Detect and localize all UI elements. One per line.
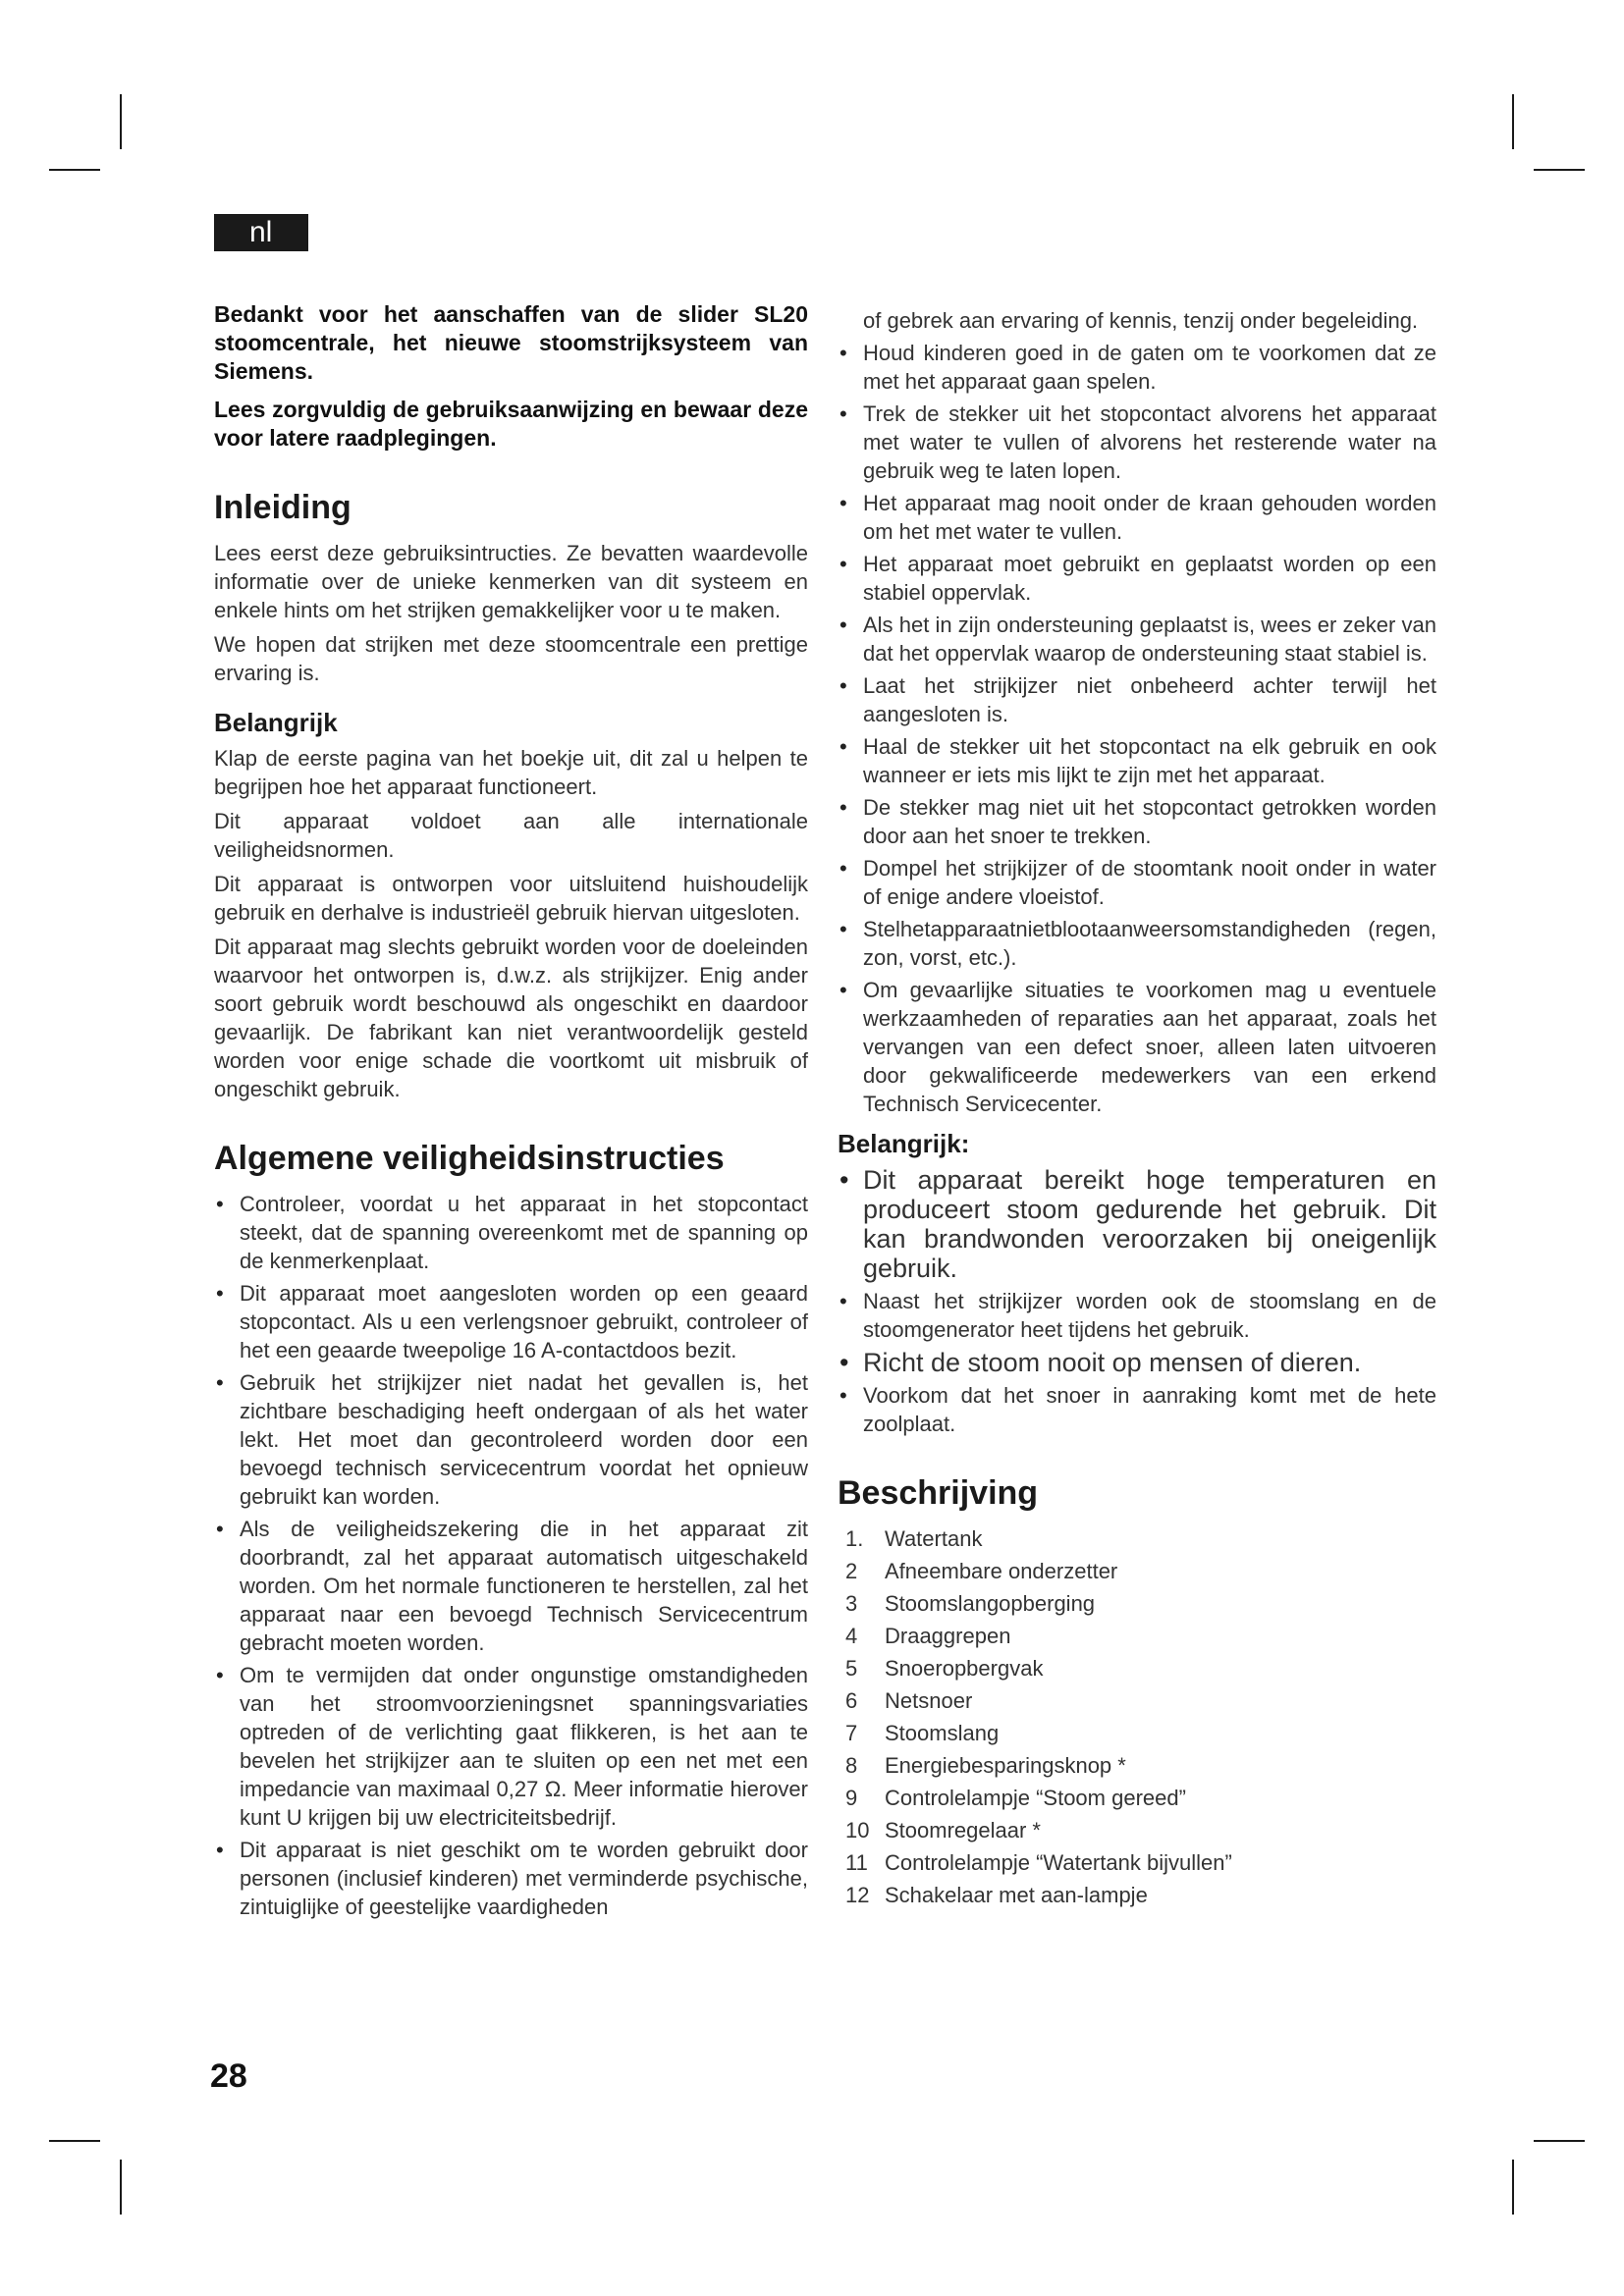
list-item: • Dompel het strijkijzer of de stoomtank nooit onder in water of enige andere vloeistof. [838,854,1436,911]
item-number: 9 [845,1786,858,1810]
list-item: • Het apparaat mag nooit onder de kraan gehouden worden om het met water te vullen. [838,489,1436,546]
crop-mark-bottom-right-horizontal [1534,2140,1585,2142]
item-label: Watertank [885,1526,983,1551]
heading-belangrijk-warning: Belangrijk: [838,1129,970,1158]
list-item: • Voorkom dat het snoer in aanraking komt met de hete zoolplaat. [838,1381,1436,1438]
list-item: • Stelhetapparaatnietblootaanweersomstandigheden (regen, zon, vorst, etc.). [838,915,1436,972]
list-item [838,1881,1436,1909]
safety-list [214,1190,808,1921]
crop-mark-bottom-left-horizontal [49,2140,100,2142]
list-item: • Trek de stekker uit het stopcontact alvorens het apparaat met water te vullen of alvorens het resterende water na gebruik weg te laten lopen. [838,400,1436,485]
belangrijk-paragraph: Klap de eerste pagina van het boekje uit, dit zal u helpen te begrijpen hoe het apparaat functioneert. [214,746,808,799]
belangrijk-paragraph: Dit apparaat voldoet aan alle internationale veiligheidsnormen. [214,809,808,862]
list-item: • Gebruik het strijkijzer niet nadat het gevallen is, het zichtbare beschadiging heeft ondergaan of als het water lekt. Het moet dan gecontroleerd worden door een bevoegd technisch servicecentrum voordat het opnieuw gebruikt kan worden. [214,1368,808,1511]
crop-mark-top-left-horizontal [49,169,100,171]
heading-belangrijk: Belangrijk [214,708,338,737]
list-item: • Naast het strijkijzer worden ook de stoomslang en de stoomgenerator heet tijdens het gebruik. [838,1287,1436,1344]
crop-mark-top-right-vertical [1512,94,1514,149]
crop-mark-top-right-horizontal [1534,169,1585,171]
heading-inleiding: Inleiding [214,489,352,526]
list-item: • Laat het strijkijzer niet onbeheerd achter terwijl het aangesloten is. [838,671,1436,728]
list-item [838,1719,1436,1747]
item-label: Controlelampje “Stoom gereed” [885,1786,1186,1810]
item-number: 8 [845,1753,858,1778]
list-item [838,1622,1436,1650]
list-item: • Als de veiligheidszekering die in het apparaat zit doorbrandt, zal het apparaat automatisch uitgeschakeld worden. Om het normale functioneren te herstellen, zal het apparaat naar een bevoegd Technisch Servicecentrum gebracht moeten worden. [214,1515,808,1657]
list-item: • De stekker mag niet uit het stopcontact getrokken worden door aan het snoer te trekken. [838,793,1436,850]
safety-list-right [838,339,1436,1118]
item-label: Afneembare onderzetter [885,1559,1118,1583]
item-label: Draaggrepen [885,1624,1011,1648]
intro-read-carefully: Lees zorgvuldig de gebruiksaanwijzing en bewaar deze voor latere raadplegingen. [214,397,808,451]
item-number: 3 [845,1591,858,1616]
list-item: • Om te vermijden dat onder ongunstige omstandigheden van het stroomvoorzieningsnet spanningsvariaties optreden of de verlichting gaat flikkeren, is het aan te bevelen het strijkijzer aan te sluiten op een net met een impedancie van maximaal 0,27 Ω. Meer informatie hierover kunt U krijgen bij uw electriciteitsbedrijf. [214,1661,808,1832]
list-item: • Het apparaat moet gebruikt en geplaatst worden op een stabiel oppervlak. [838,550,1436,607]
item-number: 5 [845,1656,858,1681]
inleiding-paragraph: We hopen dat strijken met deze stoomcentrale een prettige ervaring is. [214,632,808,685]
crop-mark-bottom-right-vertical [1512,2160,1514,2215]
language-badge: nl [214,214,308,251]
list-item [838,1654,1436,1682]
crop-mark-top-left-vertical [120,94,122,149]
item-label: Controlelampje “Watertank bijvullen” [885,1850,1232,1875]
list-item [838,1589,1436,1618]
list-item: • Houd kinderen goed in de gaten om te voorkomen dat ze met het apparaat gaan spelen. [838,339,1436,396]
item-label: Stoomregelaar * [885,1818,1041,1842]
list-item [838,1751,1436,1780]
item-number: 6 [845,1688,858,1713]
item-number: 2 [845,1559,858,1583]
belangrijk-paragraph: Dit apparaat mag slechts gebruikt worden voor de doeleinden waarvoor het ontworpen is, d.w.z. als strijkijzer. Enig ander soort gebruik wordt beschouwd als ongeschikt en daardoor gevaarlijk. De fabrikant kan niet verantwoordelijk gesteld worden voor enige schade die voortkomt uit misbruik of ongeschikt gebruik. [214,934,808,1101]
heading-veiligheidsinstructies: Algemene veiligheidsinstructies [214,1140,725,1177]
crop-mark-bottom-left-vertical [120,2160,122,2215]
left-column [214,300,808,1925]
item-number: 10 [845,1818,870,1842]
list-item: • Dit apparaat bereikt hoge temperaturen en produceert stoom gedurende het gebruik. Dit kan brandwonden veroorzaken bij oneigenlijk gebruik. [838,1165,1436,1283]
item-number: 1. [845,1526,864,1551]
item-label: Schakelaar met aan-lampje [885,1883,1148,1907]
item-label: Stoomslang [885,1721,1000,1745]
item-label: Snoeropbergvak [885,1656,1044,1681]
list-item: • Als het in zijn ondersteuning geplaatst is, wees er zeker van dat het oppervlak waarop de ondersteuning staat stabiel is. [838,611,1436,667]
list-item: • Controleer, voordat u het apparaat in het stopcontact steekt, dat de spanning overeenkomt met de spanning op de kenmerkenplaat. [214,1190,808,1275]
list-item: • Haal de stekker uit het stopcontact na elk gebruik en ook wanneer er iets mis lijkt te zijn met het apparaat. [838,732,1436,789]
list-item: • Richt de stoom nooit op mensen of dieren. [838,1348,1436,1377]
item-label: Energiebesparingsknop * [885,1753,1126,1778]
intro-thanks: Bedankt voor het aanschaffen van de slider SL20 stoomcentrale, het nieuwe stoomstrijksysteem van Siemens. [214,301,808,384]
inleiding-paragraph: Lees eerst deze gebruiksintructies. Ze bevatten waardevolle informatie over de unieke kenmerken van dit systeem en enkele hints om het strijken gemakkelijker voor u te maken. [214,541,808,622]
list-item: • Dit apparaat is niet geschikt om te worden gebruikt door personen (inclusief kinderen) met verminderde psychische, zintuiglijke of geestelijke vaardigheden [214,1836,808,1921]
list-item [838,1686,1436,1715]
warning-list [838,1165,1436,1438]
list-item: • Om gevaarlijke situaties te voorkomen mag u eventuele werkzaamheden of reparaties aan het apparaat, zoals het vervangen van een defect snoer, alleen laten uitvoeren door gekwalificeerde medewerkers van een erkend Technisch Servicecenter. [838,976,1436,1118]
page-number: 28 [210,2057,247,2095]
list-item [838,1848,1436,1877]
heading-beschrijving: Beschrijving [838,1474,1039,1512]
parts-list [838,1524,1436,1909]
right-column [838,306,1436,1913]
list-item [838,1816,1436,1844]
list-item [838,1784,1436,1812]
list-item: • Dit apparaat moet aangesloten worden op een geaard stopcontact. Als u een verlengsnoer gebruikt, controleer of het een geaarde tweepolige 16 A-contactdoos bezit. [214,1279,808,1364]
safety-list-continuation: of gebrek aan ervaring of kennis, tenzij onder begeleiding. [863,308,1419,333]
list-item [838,1524,1436,1553]
list-item [838,1557,1436,1585]
item-label: Netsnoer [885,1688,973,1713]
item-number: 11 [845,1850,868,1875]
item-number: 12 [845,1883,870,1907]
item-label: Stoomslangopberging [885,1591,1096,1616]
belangrijk-paragraph: Dit apparaat is ontworpen voor uitsluitend huishoudelijk gebruik en derhalve is industrieël gebruik hiervan uitgesloten. [214,872,808,925]
item-number: 7 [845,1721,858,1745]
item-number: 4 [845,1624,858,1648]
